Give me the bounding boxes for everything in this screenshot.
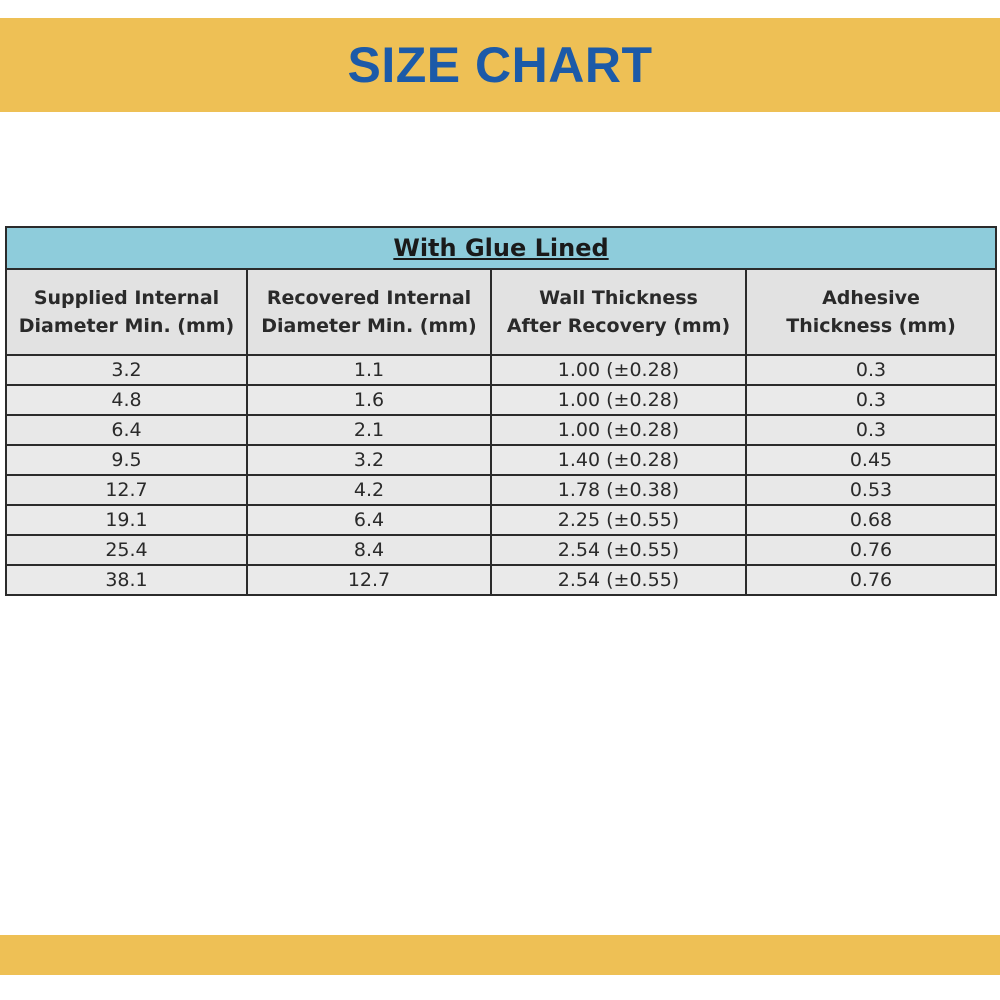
table-cell: 0.53 — [746, 475, 996, 505]
table-row — [6, 535, 996, 565]
table-caption-row — [6, 227, 996, 269]
page-title: SIZE CHART — [347, 37, 653, 93]
table-row — [6, 565, 996, 595]
column-header — [247, 269, 491, 355]
table-cell: 12.7 — [6, 475, 247, 505]
column-header-line: Recovered Internal — [266, 287, 472, 309]
table-cell: 4.8 — [6, 385, 247, 415]
table-cell: 25.4 — [6, 535, 247, 565]
table-cell: 2.54 (±0.55) — [491, 535, 746, 565]
table-row — [6, 445, 996, 475]
column-header-line: Diameter Min. (mm) — [18, 315, 235, 337]
column-header-line: Wall Thickness — [539, 287, 698, 309]
table-cell: 2.1 — [247, 415, 491, 445]
column-header-line: Supplied Internal — [33, 287, 220, 309]
title-band — [0, 18, 1000, 112]
table-cell: 9.5 — [6, 445, 247, 475]
table-cell: 1.1 — [247, 355, 491, 385]
column-header — [491, 269, 746, 355]
column-header-line: Diameter Min. (mm) — [261, 315, 477, 337]
table-cell: 4.2 — [247, 475, 491, 505]
table-cell: 1.40 (±0.28) — [491, 445, 746, 475]
table-header-row — [6, 269, 996, 355]
table-cell: 6.4 — [6, 415, 247, 445]
table-cell: 19.1 — [6, 505, 247, 535]
table-cell: 1.00 (±0.28) — [491, 385, 746, 415]
table-cell: 8.4 — [247, 535, 491, 565]
column-header-line: After Recovery (mm) — [506, 315, 731, 337]
table-cell: 2.25 (±0.55) — [491, 505, 746, 535]
table-cell: 0.45 — [746, 445, 996, 475]
table-row — [6, 415, 996, 445]
table-cell: 0.68 — [746, 505, 996, 535]
table-row — [6, 385, 996, 415]
table-cell: 3.2 — [247, 445, 491, 475]
table-cell: 0.76 — [746, 535, 996, 565]
column-header — [6, 269, 247, 355]
table-cell: 38.1 — [6, 565, 247, 595]
table-cell: 1.78 (±0.38) — [491, 475, 746, 505]
table-row — [6, 505, 996, 535]
table-cell: 1.00 (±0.28) — [491, 355, 746, 385]
table-cell: 1.00 (±0.28) — [491, 415, 746, 445]
footer-band — [0, 935, 1000, 975]
table-row — [6, 475, 996, 505]
table-caption: With Glue Lined — [6, 227, 996, 269]
column-header — [746, 269, 996, 355]
column-header-line: Adhesive — [822, 287, 920, 309]
column-header-line: Thickness (mm) — [786, 315, 956, 337]
size-table — [5, 226, 997, 596]
table-cell: 0.3 — [746, 385, 996, 415]
table-cell: 0.76 — [746, 565, 996, 595]
table-cell: 12.7 — [247, 565, 491, 595]
table-cell: 0.3 — [746, 355, 996, 385]
table-row — [6, 355, 996, 385]
table-cell: 6.4 — [247, 505, 491, 535]
table-cell: 1.6 — [247, 385, 491, 415]
table-cell: 3.2 — [6, 355, 247, 385]
table-body — [6, 355, 996, 595]
table-cell: 0.3 — [746, 415, 996, 445]
table-cell: 2.54 (±0.55) — [491, 565, 746, 595]
size-table-container — [5, 226, 995, 596]
